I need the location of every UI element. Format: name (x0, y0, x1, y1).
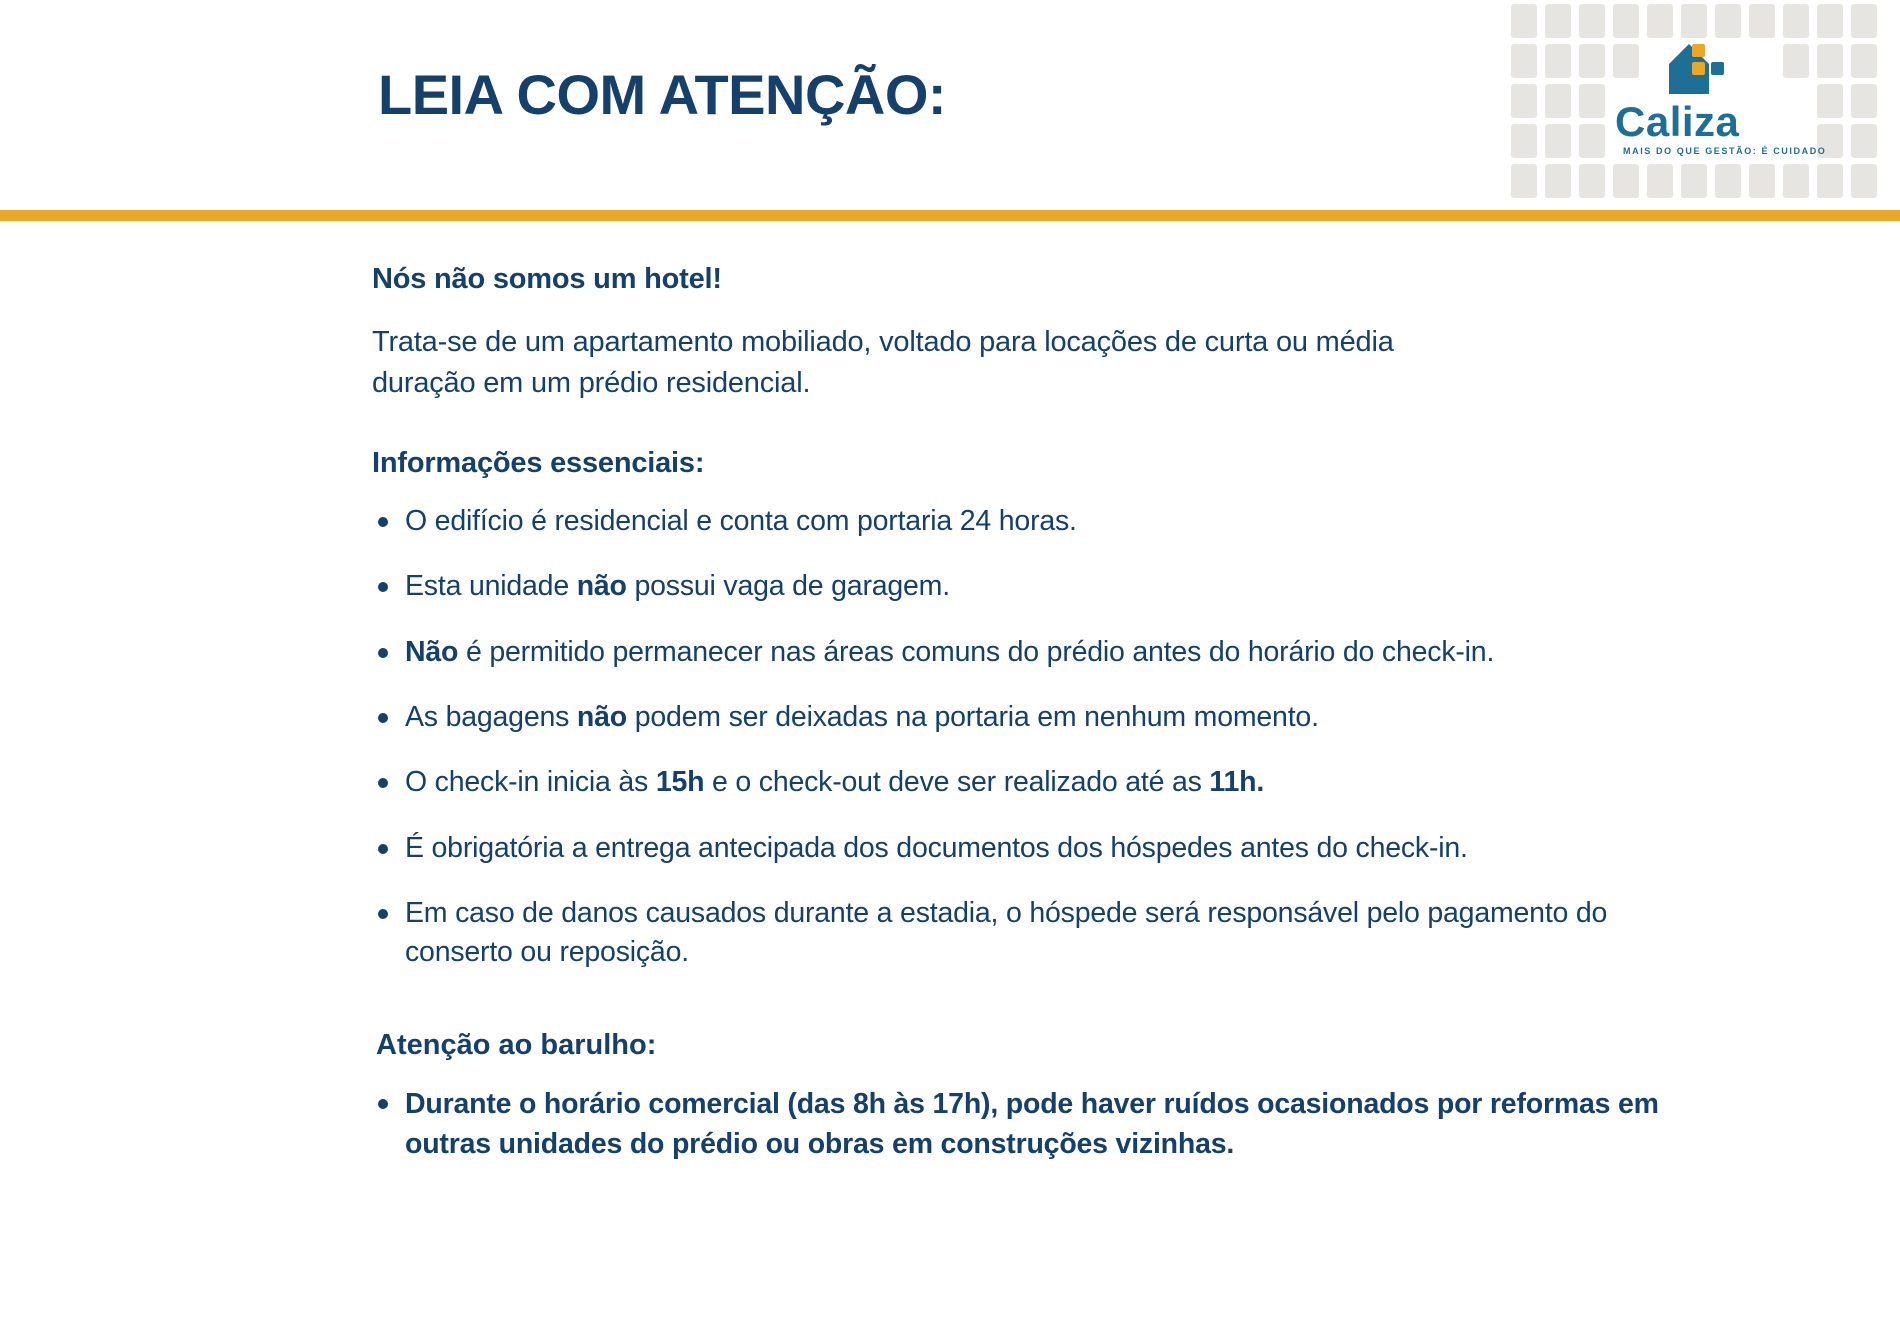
noise-heading: Atenção ao barulho: (376, 1028, 657, 1061)
document-body (0, 221, 1900, 1175)
emphasis-text: Durante o horário comercial (das 8h às 17h), pode haver ruídos ocasionados por reformas em outras unidades do prédio ou obras em construções vizinhas. (405, 1087, 1659, 1161)
emphasis-text: 15h (655, 766, 705, 799)
logo-wordmark: Caliza (1615, 98, 1740, 145)
list-item-text: É obrigatória a entrega antecipada dos documentos dos hóspedes antes do check-in. (405, 831, 1468, 864)
list-item (372, 698, 1705, 737)
document-header (0, 0, 1900, 215)
page-title: LEIA COM ATENÇÃO: (378, 63, 947, 126)
list-item-text: é permitido permanecer nas áreas comuns do prédio antes do horário do check-in. (458, 635, 1495, 668)
list-item-text: e o check-out deve ser realizado até as (704, 766, 1210, 799)
emphasis-text: 11h. (1209, 766, 1265, 799)
list-item (372, 763, 1705, 802)
list-item (372, 1084, 1705, 1165)
essentials-heading: Informações essenciais: (372, 446, 705, 479)
essentials-list (372, 502, 1900, 973)
list-item-text: podem ser deixadas na portaria em nenhum momento. (626, 700, 1319, 733)
list-item-text: possui vaga de garagem. (626, 570, 950, 603)
emphasis-text: não (576, 570, 627, 603)
noise-list (372, 1084, 1900, 1165)
brand-logo-area (1505, 0, 1900, 210)
intro-paragraph: Trata-se de um apartamento mobiliado, voltado para locações de curta ou média duração em um prédio residencial. (372, 326, 1394, 400)
list-item-text: O check-in inicia às (405, 766, 656, 799)
list-item (372, 894, 1705, 973)
header-divider (0, 210, 1900, 221)
list-item (372, 567, 1705, 606)
list-item-text: O edifício é residencial e conta com portaria 24 horas. (405, 504, 1077, 537)
list-item-text: Em caso de danos causados durante a estadia, o hóspede será responsável pelo pagamento do conserto ou reposição. (405, 896, 1608, 969)
emphasis-text: Não (405, 635, 459, 668)
list-item (372, 633, 1705, 672)
list-item (372, 502, 1705, 541)
list-item-text: As bagagens (405, 700, 577, 733)
list-item (372, 829, 1705, 868)
intro-heading: Nós não somos um hotel! (372, 263, 722, 295)
house-logo-icon (1665, 38, 1727, 100)
logo-tagline: MAIS DO QUE GESTÃO: É CUIDADO (1623, 146, 1827, 156)
emphasis-text: não (576, 700, 627, 733)
list-item-text: Esta unidade (405, 570, 577, 603)
